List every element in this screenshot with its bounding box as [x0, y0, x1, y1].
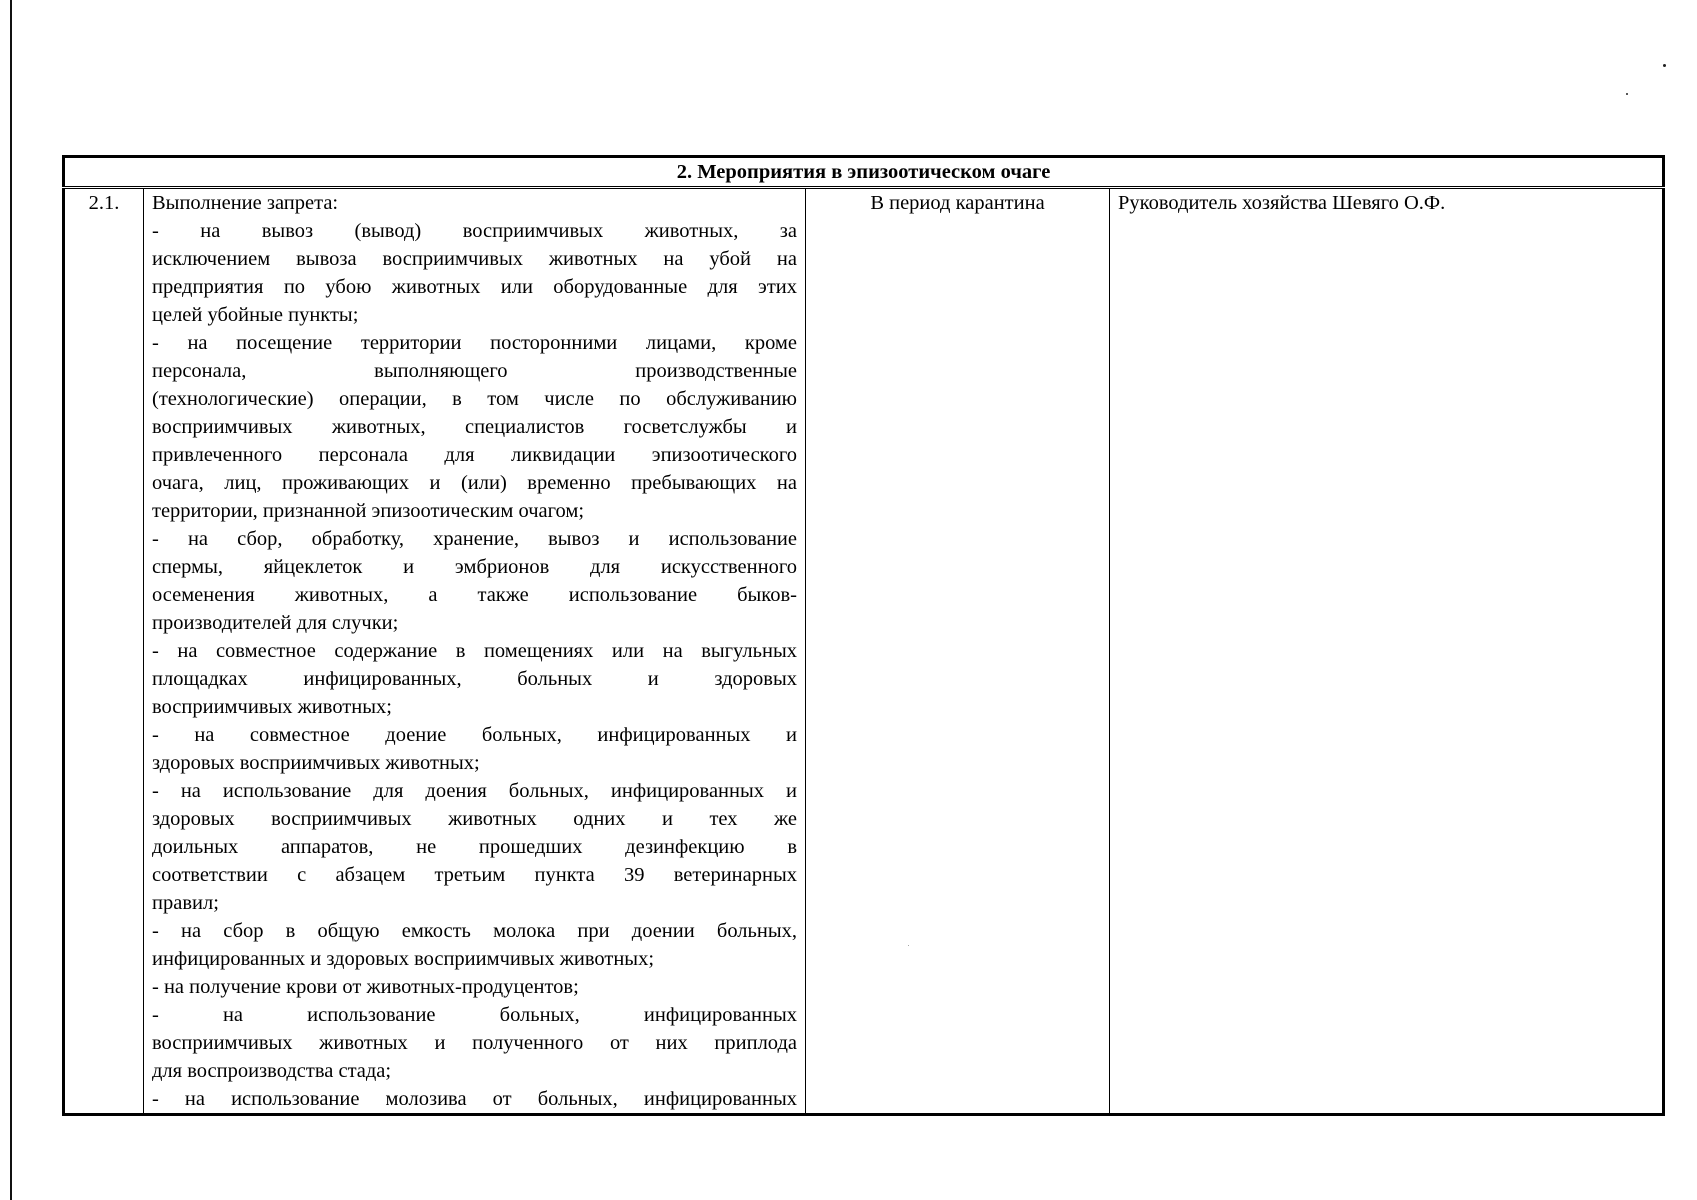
measure-text-line: здоровых восприимчивых животных одних и тех же: [152, 808, 797, 830]
measure-text-cell: [144, 188, 806, 1115]
measure-text-line: соответствии с абзацем третьим пункта 39 ветеринарных: [152, 864, 797, 886]
measure-text-line: целей убойные пункты;: [152, 304, 359, 326]
section-header-row: [64, 157, 1664, 188]
measure-text-line: очага, лиц, проживающих и (или) временно пребывающих на: [152, 472, 797, 494]
measure-text-line: - на совместное доение больных, инфицированных и: [152, 724, 797, 746]
measure-text-line: предприятия по убою животных или оборудованные для этих: [152, 276, 797, 298]
measure-text-line: инфицированных и здоровых восприимчивых животных;: [152, 948, 655, 970]
measure-text-line: здоровых восприимчивых животных;: [152, 752, 480, 774]
measure-text-line: Выполнение запрета:: [152, 192, 339, 214]
measures-table: [62, 155, 1665, 1116]
measure-text-line: - на сбор в общую емкость молока при доении больных,: [152, 920, 797, 942]
measure-text-line: - на использование для доения больных, инфицированных и: [152, 780, 797, 802]
measure-text-line: привлеченного персонала для ликвидации эпизоотического: [152, 444, 797, 466]
measure-text-line: восприимчивых животных;: [152, 696, 392, 718]
measure-text-line: осеменения животных, а также использование быков-: [152, 584, 797, 606]
responsible-cell: Руководитель хозяйства Шевяго О.Ф.: [1110, 188, 1664, 1115]
scan-left-edge: [10, 0, 12, 1200]
measure-text-line: доильных аппаратов, не прошедших дезинфекцию в: [152, 836, 797, 858]
measure-text-line: территории, признанной эпизоотическим очагом;: [152, 500, 585, 522]
measure-text-line: для воспроизводства стада;: [152, 1060, 392, 1082]
measure-text-line: - на совместное содержание в помещениях или на выгульных: [152, 640, 797, 662]
measure-text-line: исключением вывоза восприимчивых животных на убой на: [152, 248, 797, 270]
measure-text-line: правил;: [152, 892, 219, 914]
measure-text: [152, 189, 797, 1113]
scan-speck: [1663, 64, 1666, 67]
measure-text-line: восприимчивых животных, специалистов госветслужбы и: [152, 416, 797, 438]
measure-text-line: - на использование больных, инфицированных: [152, 1004, 797, 1026]
scan-speck: [1626, 93, 1628, 95]
measure-text-line: производителей для случки;: [152, 612, 399, 634]
measure-text-line: персонала, выполняющего производственные: [152, 360, 797, 382]
measure-text-line: - на вывоз (вывод) восприимчивых животных, за: [152, 220, 797, 242]
measure-text-line: восприимчивых животных и полученного от них приплода: [152, 1032, 797, 1054]
measure-text-line: - на получение крови от животных-продуцентов;: [152, 976, 579, 998]
table-row: [64, 188, 1664, 1115]
measure-text-line: - на посещение территории посторонними лицами, кроме: [152, 332, 797, 354]
measure-text-line: спермы, яйцеклеток и эмбрионов для искусственного: [152, 556, 797, 578]
term-cell: В период карантина: [806, 188, 1110, 1115]
measure-text-line: (технологические) операции, в том числе по обслуживанию: [152, 388, 797, 410]
section-title: 2. Мероприятия в эпизоотическом очаге: [64, 157, 1664, 188]
row-number: 2.1.: [64, 188, 144, 1115]
measure-text-line: - на сбор, обработку, хранение, вывоз и использование: [152, 528, 797, 550]
measure-text-line: - на использование молозива от больных, инфицированных: [152, 1088, 797, 1110]
measure-text-line: площадках инфицированных, больных и здоровых: [152, 668, 797, 690]
